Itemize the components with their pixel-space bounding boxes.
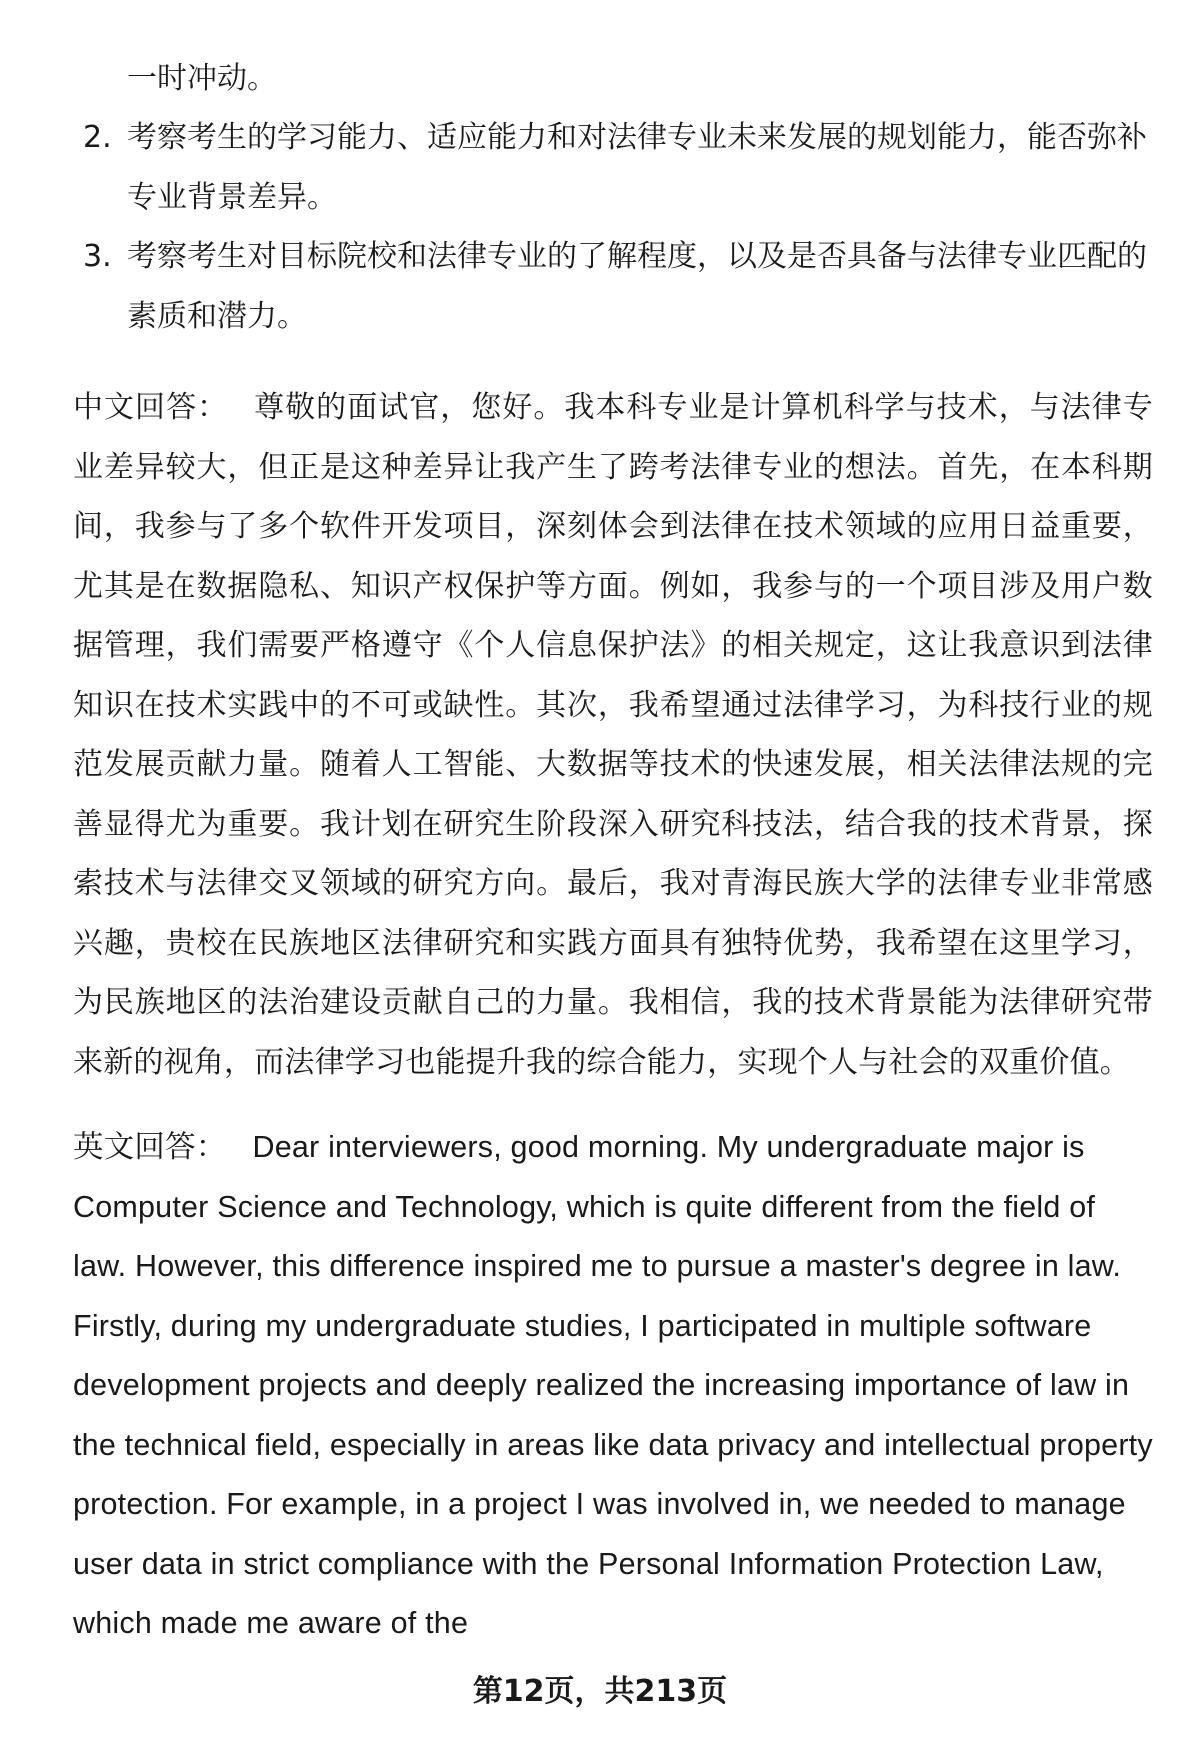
- english-answer-paragraph: [73, 1118, 1153, 1654]
- list-item-number: 3.: [83, 239, 112, 274]
- criteria-list: [83, 108, 1153, 346]
- list-item-number: 2.: [83, 120, 112, 155]
- page-number: 第12页，共213页: [472, 1674, 728, 1709]
- chinese-answer-label: 中文回答：: [73, 390, 229, 425]
- chinese-answer-text: 尊敬的面试官，您好。我本科专业是计算机科学与技术，与法律专业差异较大，但正是这种差异让我产生了跨考法律专业的想法。首先，在本科期间，我参与了多个软件开发项目，深刻体会到法律在技术领域的应用日益重要，尤其是在数据隐私、知识产权保护等方面。例如，我参与的一个项目涉及用户数据管理，我们需要严格遵守《个人信息保护法》的相关规定，这让我意识到法律知识在技术实践中的不可或缺性。其次，我希望通过法律学习，为科技行业的规范发展贡献力量。随着人工智能、大数据等技术的快速发展，相关法律法规的完善显得尤为重要。我计划在研究生阶段深入研究科技法，结合我的技术背景，探索技术与法律交叉领域的研究方向。最后，我对青海民族大学的法律专业非常感兴趣，贵校在民族地区法律研究和实践方面具有独特优势，我希望在这里学习，为民族地区的法治建设贡献自己的力量。我相信，我的技术背景能为法律研究带来新的视角，而法律学习也能提升我的综合能力，实现个人与社会的双重价值。: [73, 390, 1153, 1080]
- list-item-continuation: 一时冲动。: [127, 61, 277, 96]
- list-item-text: 考察考生的学习能力、适应能力和对法律专业未来发展的规划能力，能否弥补专业背景差异。: [127, 120, 1147, 215]
- list-item-text: 考察考生对目标院校和法律专业的了解程度，以及是否具备与法律专业匹配的素质和潜力。: [127, 239, 1147, 334]
- list-item: [83, 227, 1153, 346]
- chinese-answer-paragraph: [73, 378, 1153, 1092]
- english-answer-label: 英文回答：: [73, 1130, 227, 1164]
- list-item: [83, 108, 1153, 227]
- english-answer-text: Dear interviewers, good morning. My undergraduate major is Computer Science and Technology, which is quite different from the field of law. However, this difference inspired me to pursue a master's degree in law. Firstly, during my undergraduate studies, I participated in multiple software development projects and deeply realized the increasing importance of law in the technical field, especially in areas like data privacy and intellectual property protection. For example, in a project I was involved in, we needed to manage user data in strict compliance with the Personal Information Protection Law, which made me aware of the: [73, 1130, 1153, 1640]
